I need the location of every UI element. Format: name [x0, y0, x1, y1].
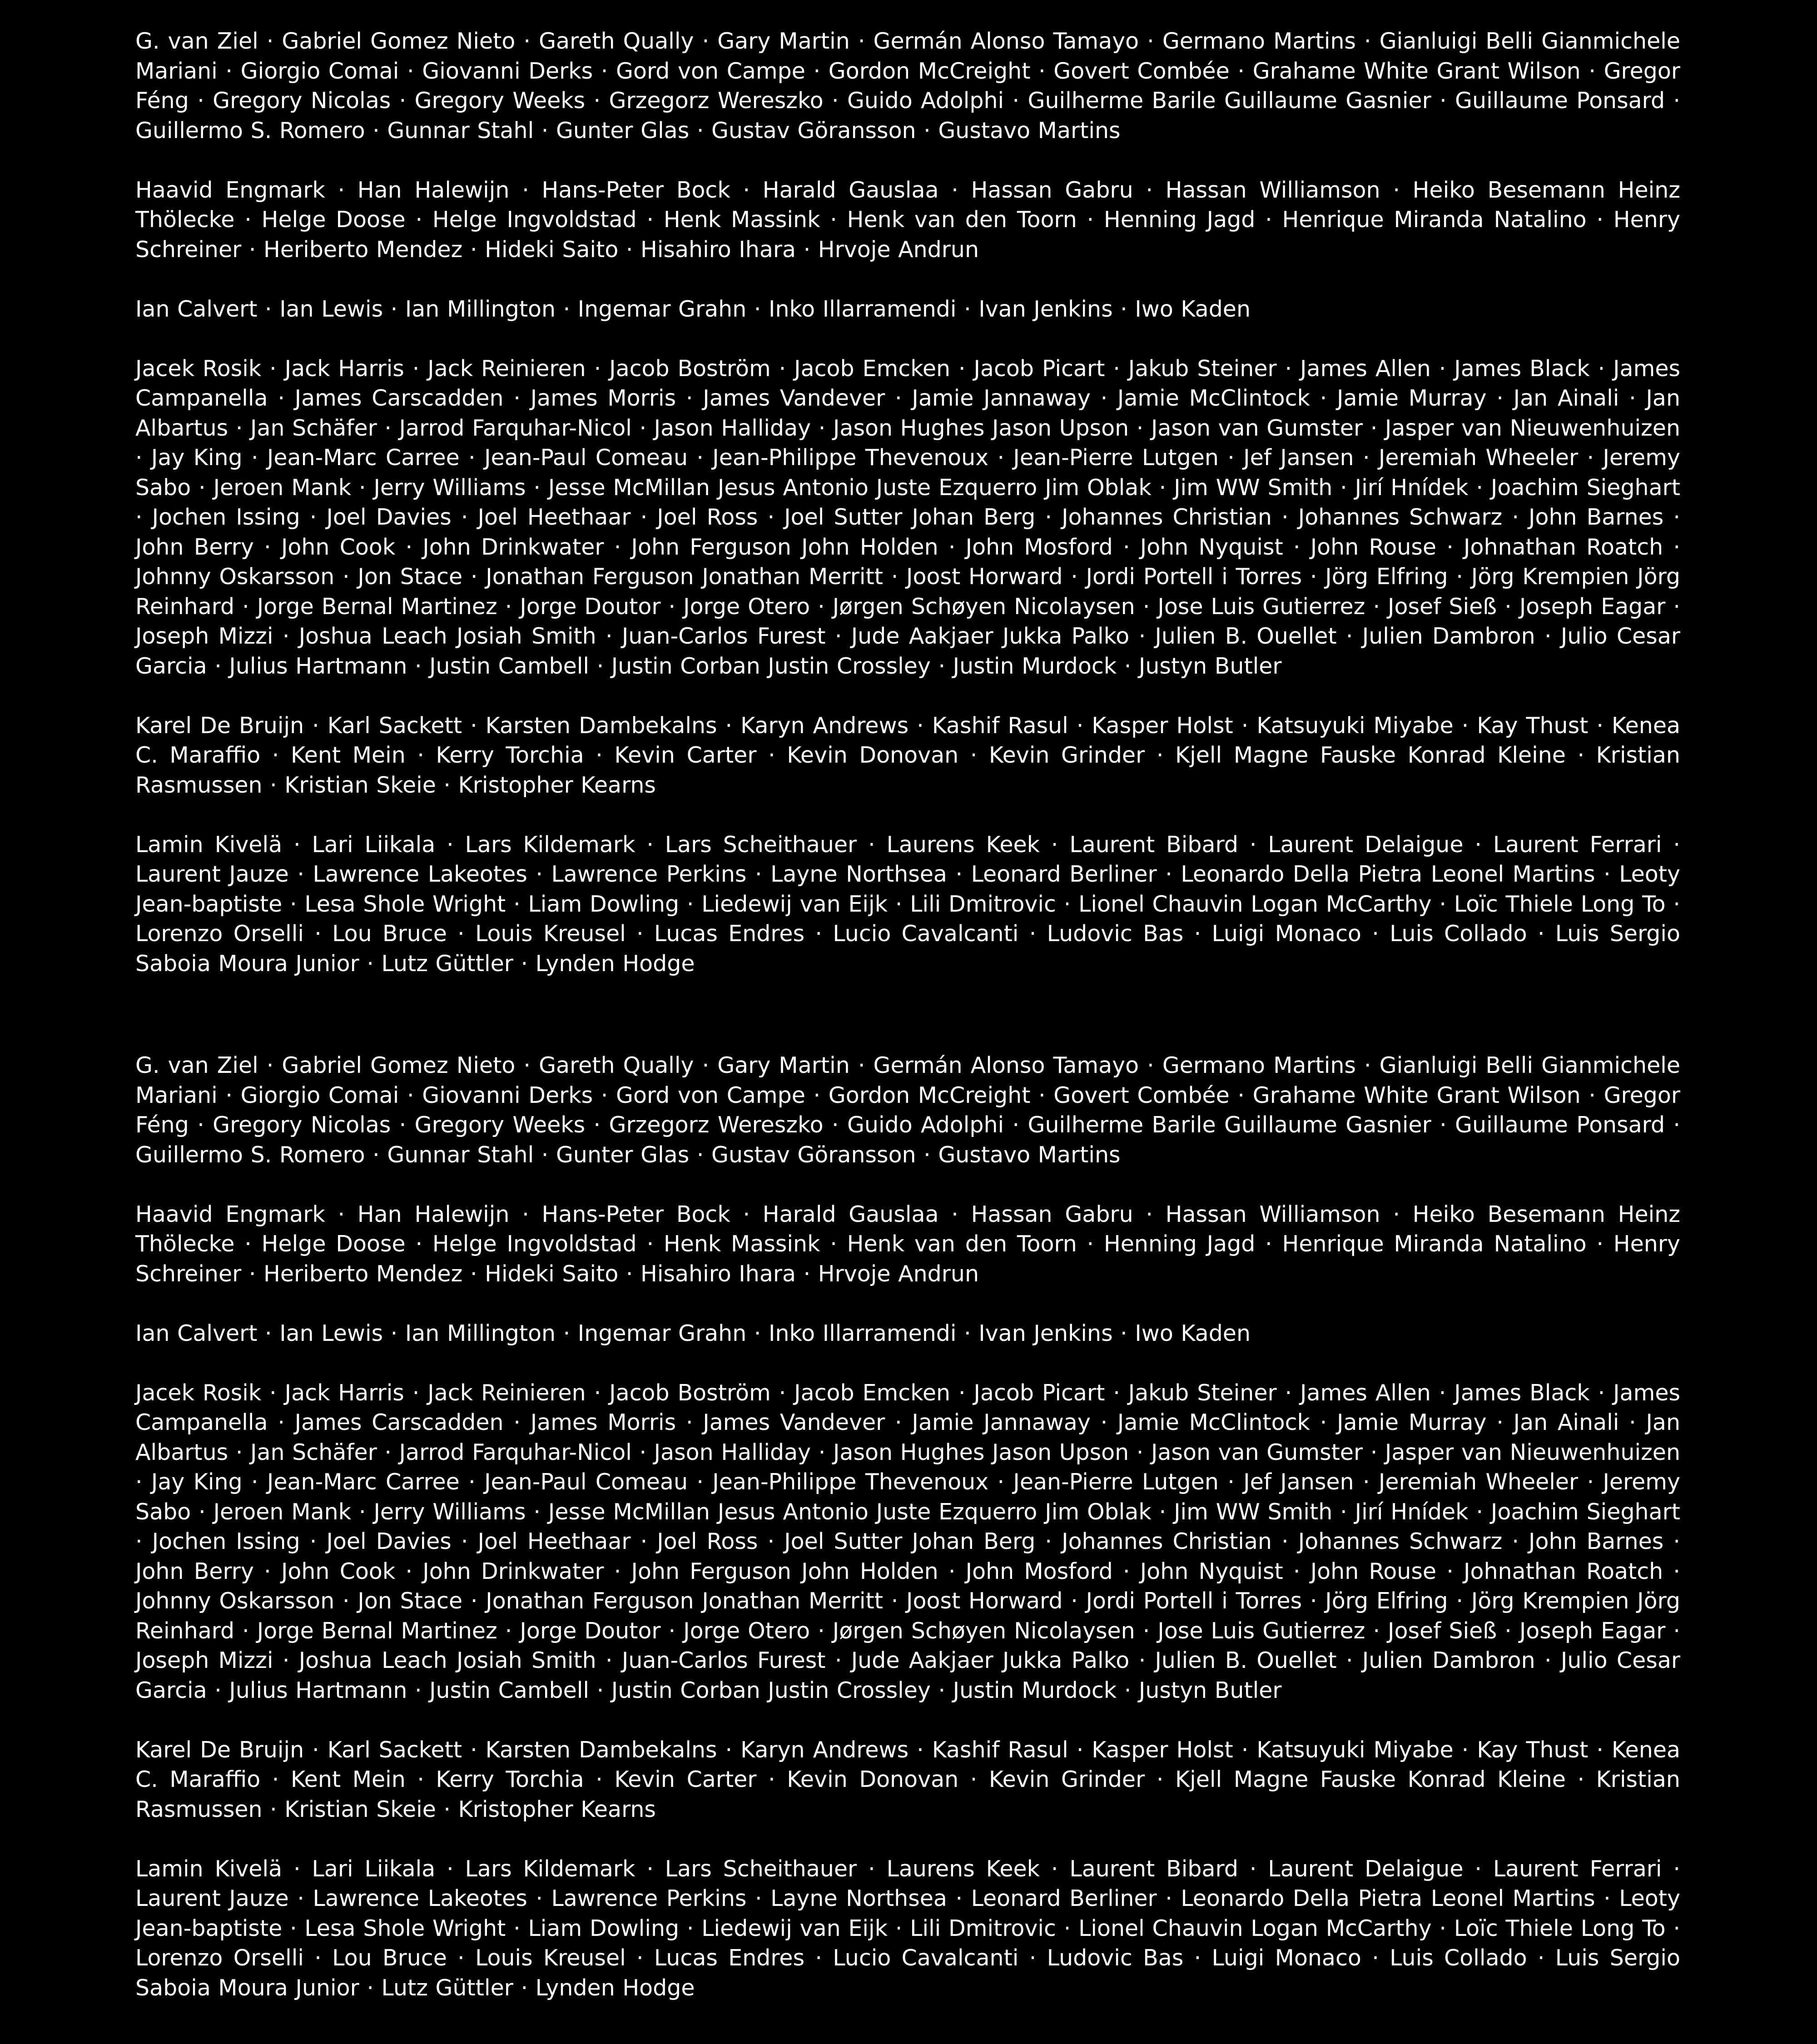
- credits-block-2: [0, 1024, 1817, 2044]
- credits-paragraph-j: Jacek Rosik · Jack Harris · Jack Reinieren · Jacob Boström · Jacob Emcken · Jacob Picart · Jakub Steiner · James Allen · James Black · James Campanella · James Carscadden · James Morris · James Vandever · Jamie Jannaway · Jamie McClintock · Jamie Murray · Jan Ainali · Jan Albartus · Jan Schäfer · Jarrod Farquhar-Nicol · Jason Halliday · Jason Hughes Jason Upson · Jason van Gumster · Jasper van Nieuwenhuizen · Jay King · Jean-Marc Carree · Jean-Paul Comeau · Jean-Philippe Thevenoux · Jean-Pierre Lutgen · Jef Jansen · Jeremiah Wheeler · Jeremy Sabo · Jeroen Mank · Jerry Williams · Jesse McMillan Jesus Antonio Juste Ezquerro Jim Oblak · Jim WW Smith · Jirí Hnídek · Joachim Sieghart · Jochen Issing · Joel Davies · Joel Heethaar · Joel Ross · Joel Sutter Johan Berg · Johannes Christian · Johannes Schwarz · John Barnes · John Berry · John Cook · John Drinkwater · John Ferguson John Holden · John Mosford · John Nyquist · John Rouse · Johnathan Roatch · Johnny Oskarsson · Jon Stace · Jonathan Ferguson Jonathan Merritt · Joost Horward · Jordi Portell i Torres · Jörg Elfring · Jörg Krempien Jörg Reinhard · Jorge Bernal Martinez · Jorge Doutor · Jorge Otero · Jørgen Schøyen Nicolaysen · Jose Luis Gutierrez · Josef Sieß · Joseph Eagar · Joseph Mizzi · Joshua Leach Josiah Smith · Juan-Carlos Furest · Jude Aakjaer Jukka Palko · Julien B. Ouellet · Julien Dambron · Julio Cesar Garcia · Julius Hartmann · Justin Cambell · Justin Corban Justin Crossley · Justin Murdock · Justyn Butler: [135, 1379, 1680, 1703]
- credits-paragraph-h: Haavid Engmark · Han Halewijn · Hans-Peter Bock · Harald Gauslaa · Hassan Gabru · Hassan Williamson · Heiko Besemann Heinz Thölecke · Helge Doose · Helge Ingvoldstad · Henk Massink · Henk van den Toorn · Henning Jagd · Henrique Miranda Natalino · Henry Schreiner · Heriberto Mendez · Hideki Saito · Hisahiro Ihara · Hrvoje Andrun: [135, 1201, 1680, 1287]
- credits-paragraph-l: Lamin Kivelä · Lari Liikala · Lars Kildemark · Lars Scheithauer · Laurens Keek · Laurent Bibard · Laurent Delaigue · Laurent Ferrari · Laurent Jauze · Lawrence Lakeotes · Lawrence Perkins · Layne Northsea · Leonard Berliner · Leonardo Della Pietra Leonel Martins · Leoty Jean-baptiste · Lesa Shole Wright · Liam Dowling · Liedewij van Eijk · Lili Dmitrovic · Lionel Chauvin Logan McCarthy · Loïc Thiele Long To · Lorenzo Orselli · Lou Bruce · Louis Kreusel · Lucas Endres · Lucio Cavalcanti · Ludovic Bas · Luigi Monaco · Luis Collado · Luis Sergio Saboia Moura Junior · Lutz Güttler · Lynden Hodge: [135, 1855, 1680, 2001]
- credits-paragraph-k: Karel De Bruijn · Karl Sackett · Karsten Dambekalns · Karyn Andrews · Kashif Rasul · Kasper Holst · Katsuyuki Miyabe · Kay Thust · Kenea C. Maraffio · Kent Mein · Kerry Torchia · Kevin Carter · Kevin Donovan · Kevin Grinder · Kjell Magne Fauske Konrad Kleine · Kristian Rasmussen · Kristian Skeie · Kristopher Kearns: [135, 712, 1680, 798]
- credits-paragraph-h: Haavid Engmark · Han Halewijn · Hans-Peter Bock · Harald Gauslaa · Hassan Gabru · Hassan Williamson · Heiko Besemann Heinz Thölecke · Helge Doose · Helge Ingvoldstad · Henk Massink · Henk van den Toorn · Henning Jagd · Henrique Miranda Natalino · Henry Schreiner · Heriberto Mendez · Hideki Saito · Hisahiro Ihara · Hrvoje Andrun: [135, 177, 1680, 263]
- credits-paragraph-i: Ian Calvert · Ian Lewis · Ian Millington · Ingemar Grahn · Inko Illarramendi · Ivan Jenkins · Iwo Kaden: [135, 296, 1251, 322]
- credits-paragraph-g: G. van Ziel · Gabriel Gomez Nieto · Gareth Qually · Gary Martin · Germán Alonso Tamayo · Germano Martins · Gianluigi Belli Gianmichele Mariani · Giorgio Comai · Giovanni Derks · Gord von Campe · Gordon McCreight · Govert Combée · Grahame White Grant Wilson · Gregor Féng · Gregory Nicolas · Gregory Weeks · Grzegorz Wereszko · Guido Adolphi · Guilherme Barile Guillaume Gasnier · Guillaume Ponsard · Guillermo S. Romero · Gunnar Stahl · Gunter Glas · Gustav Göransson · Gustavo Martins: [135, 1052, 1680, 1168]
- credits-paragraph-i: Ian Calvert · Ian Lewis · Ian Millington · Ingemar Grahn · Inko Illarramendi · Ivan Jenkins · Iwo Kaden: [135, 1320, 1251, 1346]
- credits-paragraph-j: Jacek Rosik · Jack Harris · Jack Reinieren · Jacob Boström · Jacob Emcken · Jacob Picart · Jakub Steiner · James Allen · James Black · James Campanella · James Carscadden · James Morris · James Vandever · Jamie Jannaway · Jamie McClintock · Jamie Murray · Jan Ainali · Jan Albartus · Jan Schäfer · Jarrod Farquhar-Nicol · Jason Halliday · Jason Hughes Jason Upson · Jason van Gumster · Jasper van Nieuwenhuizen · Jay King · Jean-Marc Carree · Jean-Paul Comeau · Jean-Philippe Thevenoux · Jean-Pierre Lutgen · Jef Jansen · Jeremiah Wheeler · Jeremy Sabo · Jeroen Mank · Jerry Williams · Jesse McMillan Jesus Antonio Juste Ezquerro Jim Oblak · Jim WW Smith · Jirí Hnídek · Joachim Sieghart · Jochen Issing · Joel Davies · Joel Heethaar · Joel Ross · Joel Sutter Johan Berg · Johannes Christian · Johannes Schwarz · John Barnes · John Berry · John Cook · John Drinkwater · John Ferguson John Holden · John Mosford · John Nyquist · John Rouse · Johnathan Roatch · Johnny Oskarsson · Jon Stace · Jonathan Ferguson Jonathan Merritt · Joost Horward · Jordi Portell i Torres · Jörg Elfring · Jörg Krempien Jörg Reinhard · Jorge Bernal Martinez · Jorge Doutor · Jorge Otero · Jørgen Schøyen Nicolaysen · Jose Luis Gutierrez · Josef Sieß · Joseph Eagar · Joseph Mizzi · Joshua Leach Josiah Smith · Juan-Carlos Furest · Jude Aakjaer Jukka Palko · Julien B. Ouellet · Julien Dambron · Julio Cesar Garcia · Julius Hartmann · Justin Cambell · Justin Corban Justin Crossley · Justin Murdock · Justyn Butler: [135, 355, 1680, 679]
- credits-paragraph-k: Karel De Bruijn · Karl Sackett · Karsten Dambekalns · Karyn Andrews · Kashif Rasul · Kasper Holst · Katsuyuki Miyabe · Kay Thust · Kenea C. Maraffio · Kent Mein · Kerry Torchia · Kevin Carter · Kevin Donovan · Kevin Grinder · Kjell Magne Fauske Konrad Kleine · Kristian Rasmussen · Kristian Skeie · Kristopher Kearns: [135, 1736, 1680, 1822]
- credits-paragraph-l: Lamin Kivelä · Lari Liikala · Lars Kildemark · Lars Scheithauer · Laurens Keek · Laurent Bibard · Laurent Delaigue · Laurent Ferrari · Laurent Jauze · Lawrence Lakeotes · Lawrence Perkins · Layne Northsea · Leonard Berliner · Leonardo Della Pietra Leonel Martins · Leoty Jean-baptiste · Lesa Shole Wright · Liam Dowling · Liedewij van Eijk · Lili Dmitrovic · Lionel Chauvin Logan McCarthy · Loïc Thiele Long To · Lorenzo Orselli · Lou Bruce · Louis Kreusel · Lucas Endres · Lucio Cavalcanti · Ludovic Bas · Luigi Monaco · Luis Collado · Luis Sergio Saboia Moura Junior · Lutz Güttler · Lynden Hodge: [135, 831, 1680, 977]
- credits-paragraph-g: G. van Ziel · Gabriel Gomez Nieto · Gareth Qually · Gary Martin · Germán Alonso Tamayo · Germano Martins · Gianluigi Belli Gianmichele Mariani · Giorgio Comai · Giovanni Derks · Gord von Campe · Gordon McCreight · Govert Combée · Grahame White Grant Wilson · Gregor Féng · Gregory Nicolas · Gregory Weeks · Grzegorz Wereszko · Guido Adolphi · Guilherme Barile Guillaume Gasnier · Guillaume Ponsard · Guillermo S. Romero · Gunnar Stahl · Gunter Glas · Gustav Göransson · Gustavo Martins: [135, 28, 1680, 144]
